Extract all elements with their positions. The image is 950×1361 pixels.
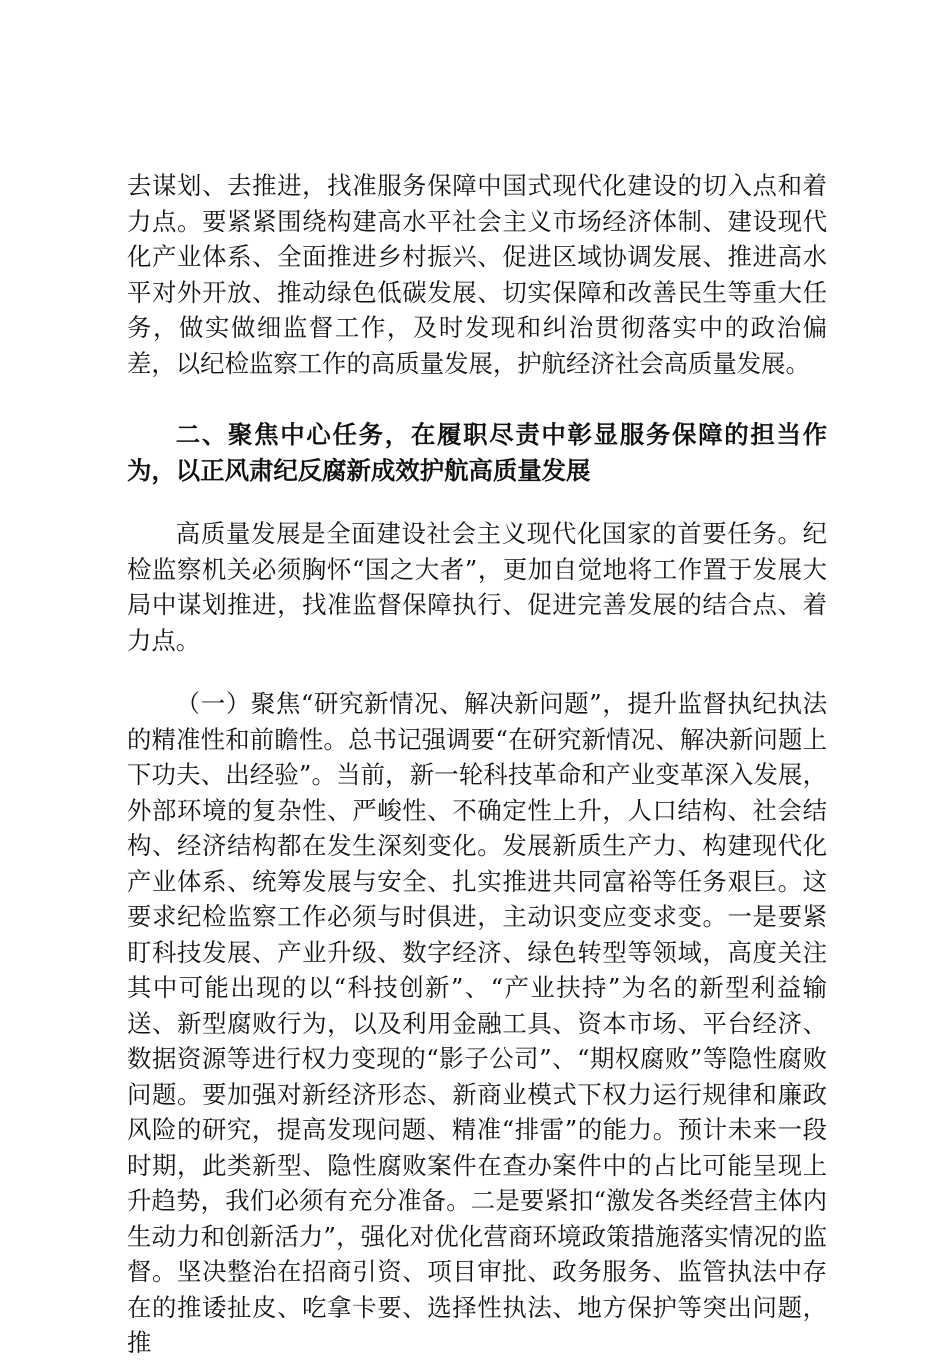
section-heading: 二、聚焦中心任务，在履职尽责中彰显服务保障的担当作为，以正风肃纪反腐新成效护航高质量发展 xyxy=(127,420,827,485)
paragraph-subsection-one: （一）聚焦“研究新情况、解决新问题”，提升监督执纪执法的精准性和前瞻性。总书记强调要“在研究新情况、解决新问题上下功夫、出经验”。当前，新一轮科技革命和产业变革深入发展，外部环境的复杂性、严峻性、不确定性上升，人口结构、社会结构、经济结构都在发生深刻变化。发展新质生产力、构建现代化产业体系、统筹发展与安全、扎实推进共同富裕等任务艰巨。这要求纪检监察工作必须与时俱进，主动识变应变求变。一是要紧盯科技发展、产业升级、数字经济、绿色转型等领域，高度关注其中可能出现的以“科技创新”、“产业扶持”为名的新型利益输送、新型腐败行为，以及利用金融工具、资本市场、平台经济、数据资源等进行权力变现的“影子公司”、“期权腐败”等隐性腐败问题。要加强对新经济形态、新商业模式下权力运行规律和廉政风险的研究，提高发现问题、精准“排雷”的能力。预计未来一段时期，此类新型、隐性腐败案件在查办案件中的占比可能呈现上升趋势，我们必须有充分准备。二是要紧扣“激发各类经营主体内生动力和创新活力”，强化对优化营商环境政策措施落实情况的监督。坚决整治在招商引资、项目审批、政务服务、监管执法中存在的推诿扯皮、吃拿卡要、选择性执法、地方保护等突出问题，推 xyxy=(127,689,827,1357)
paragraph-section-lead: 高质量发展是全面建设社会主义现代化国家的首要任务。纪检监察机关必须胸怀“国之大者”，更加自觉地将工作置于发展大局中谋划推进，找准监督保障执行、促进完善发展的结合点、着力点。 xyxy=(127,519,827,655)
paragraph-intro-continuation: 去谋划、去推进，找准服务保障中国式现代化建设的切入点和着力点。要紧紧围绕构建高水平社会主义市场经济体制、建设现代化产业体系、全面推进乡村振兴、促进区域协调发展、推进高水平对外开放、推动绿色低碳发展、切实保障和改善民生等重大任务，做实做细监督工作，及时发现和纠治贯彻落实中的政治偏差，以纪检监察工作的高质量发展，护航经济社会高质量发展。 xyxy=(127,171,827,378)
document-body xyxy=(127,168,827,1361)
